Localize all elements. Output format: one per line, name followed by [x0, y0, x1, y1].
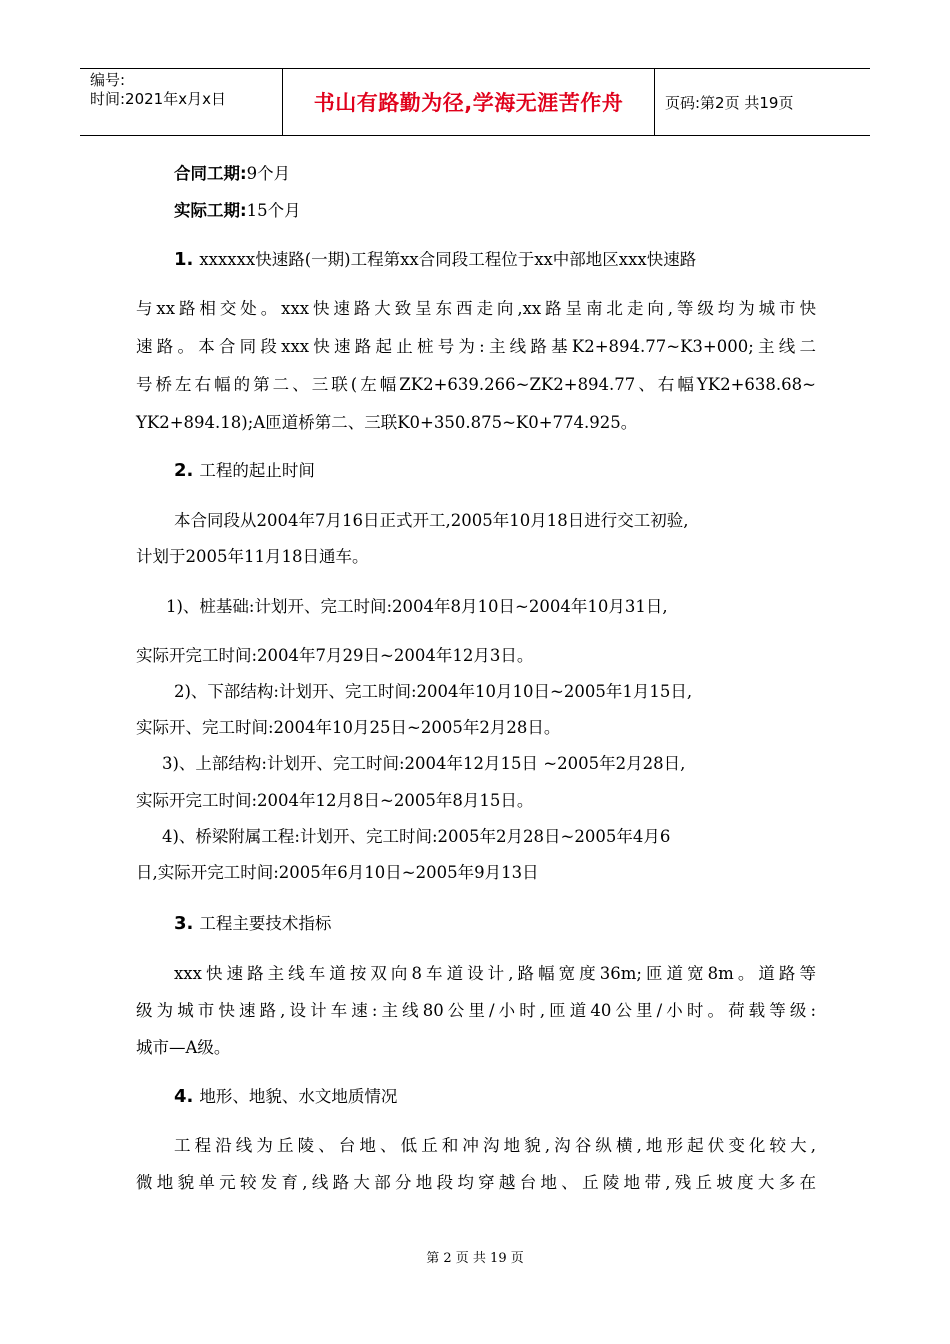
- section2-para-line1: 本合同段从2004年7月16日正式开工,2005年10月18日进行交工初验,: [174, 511, 689, 530]
- number-label: 编号:: [90, 71, 126, 89]
- section1-text: xxxxxx快速路(一期)工程第xx合同段工程位于xx中部地区xxx快速路: [199, 250, 697, 269]
- contract-period-value: 9个月: [246, 164, 291, 183]
- section1-line5: YK2+894.18);A匝道桥第二、三联K0+350.875~K0+774.925。: [136, 413, 638, 432]
- page-info: 页码:第2页 共19页: [665, 93, 794, 112]
- section1-line4: 号桥左右幅的第二、三联(左幅ZK2+639.266~ZK2+894.77、右幅YK2+638.68~: [136, 375, 816, 394]
- schedule-item-1a: 1)、桩基础:计划开、完工时间:2004年8月10日~2004年10月31日,: [166, 597, 668, 616]
- motto: 书山有路勤为径,学海无涯苦作舟: [313, 91, 624, 115]
- section4-line1: 工程沿线为丘陵、台地、低丘和冲沟地貌,沟谷纵横,地形起伏变化较大,: [174, 1136, 816, 1155]
- schedule-item-2b: 实际开、完工时间:2004年10月25日~2005年2月28日。: [136, 718, 561, 737]
- page-header: [80, 68, 870, 136]
- section4-title: 地形、地貌、水文地质情况: [199, 1087, 398, 1106]
- section3-line2: 级为城市快速路,设计车速:主线80公里/小时,匝道40公里/小时。荷载等级:: [136, 1001, 816, 1020]
- section1-line3: 速路。本合同段xxx快速路起止桩号为:主线路基K2+894.77~K3+000;主线二: [136, 337, 816, 356]
- page-footer: 第 2 页 共 19 页: [426, 1251, 524, 1266]
- contract-period-label: 合同工期:: [174, 164, 247, 183]
- section1-number: 1.: [174, 249, 194, 270]
- schedule-item-4b: 日,实际开完工时间:2005年6月10日~2005年9月13日: [136, 863, 539, 882]
- actual-period: [174, 197, 301, 221]
- actual-period-value: 15个月: [246, 201, 301, 220]
- section3-line3: 城市—A级。: [136, 1038, 231, 1057]
- schedule-item-4a: 4)、桥梁附属工程:计划开、完工时间:2005年2月28日~2005年4月6: [162, 827, 671, 846]
- section3-title: 工程主要技术指标: [199, 914, 332, 933]
- section2-para-line2: 计划于2005年11月18日通车。: [136, 547, 369, 566]
- contract-period: [174, 160, 290, 184]
- schedule-item-1b: 实际开完工时间:2004年7月29日~2004年12月3日。: [136, 646, 534, 665]
- section4-line2: 微地貌单元较发育,线路大部分地段均穿越台地、丘陵地带,残丘坡度大多在: [136, 1173, 816, 1192]
- section3-number: 3.: [174, 913, 194, 934]
- time-label: 时间:2021年x月x日: [90, 90, 226, 108]
- schedule-item-3b: 实际开完工时间:2004年12月8日~2005年8月15日。: [136, 791, 534, 810]
- section2-title: 工程的起止时间: [199, 461, 315, 480]
- section2-number: 2.: [174, 460, 194, 481]
- schedule-item-2a: 2)、下部结构:计划开、完工时间:2004年10月10日~2005年1月15日,: [174, 682, 693, 701]
- schedule-item-3a: 3)、上部结构:计划开、完工时间:2004年12月15日 ~2005年2月28日,: [162, 754, 686, 773]
- section1-line2: 与xx路相交处。xxx快速路大致呈东西走向,xx路呈南北走向,等级均为城市快: [136, 299, 816, 318]
- section4-heading: [174, 1083, 397, 1107]
- header-motto-cell: [282, 69, 655, 135]
- section3-heading: [174, 910, 331, 934]
- section1-line1: [174, 246, 816, 270]
- header-page-info: [655, 69, 870, 135]
- section4-number: 4.: [174, 1086, 194, 1107]
- section3-line1: xxx快速路主线车道按双向8车道设计,路幅宽度36m;匝道宽8m。道路等: [174, 964, 816, 983]
- header-meta: [80, 69, 282, 135]
- section2-heading: [174, 457, 315, 481]
- actual-period-label: 实际工期:: [174, 201, 247, 220]
